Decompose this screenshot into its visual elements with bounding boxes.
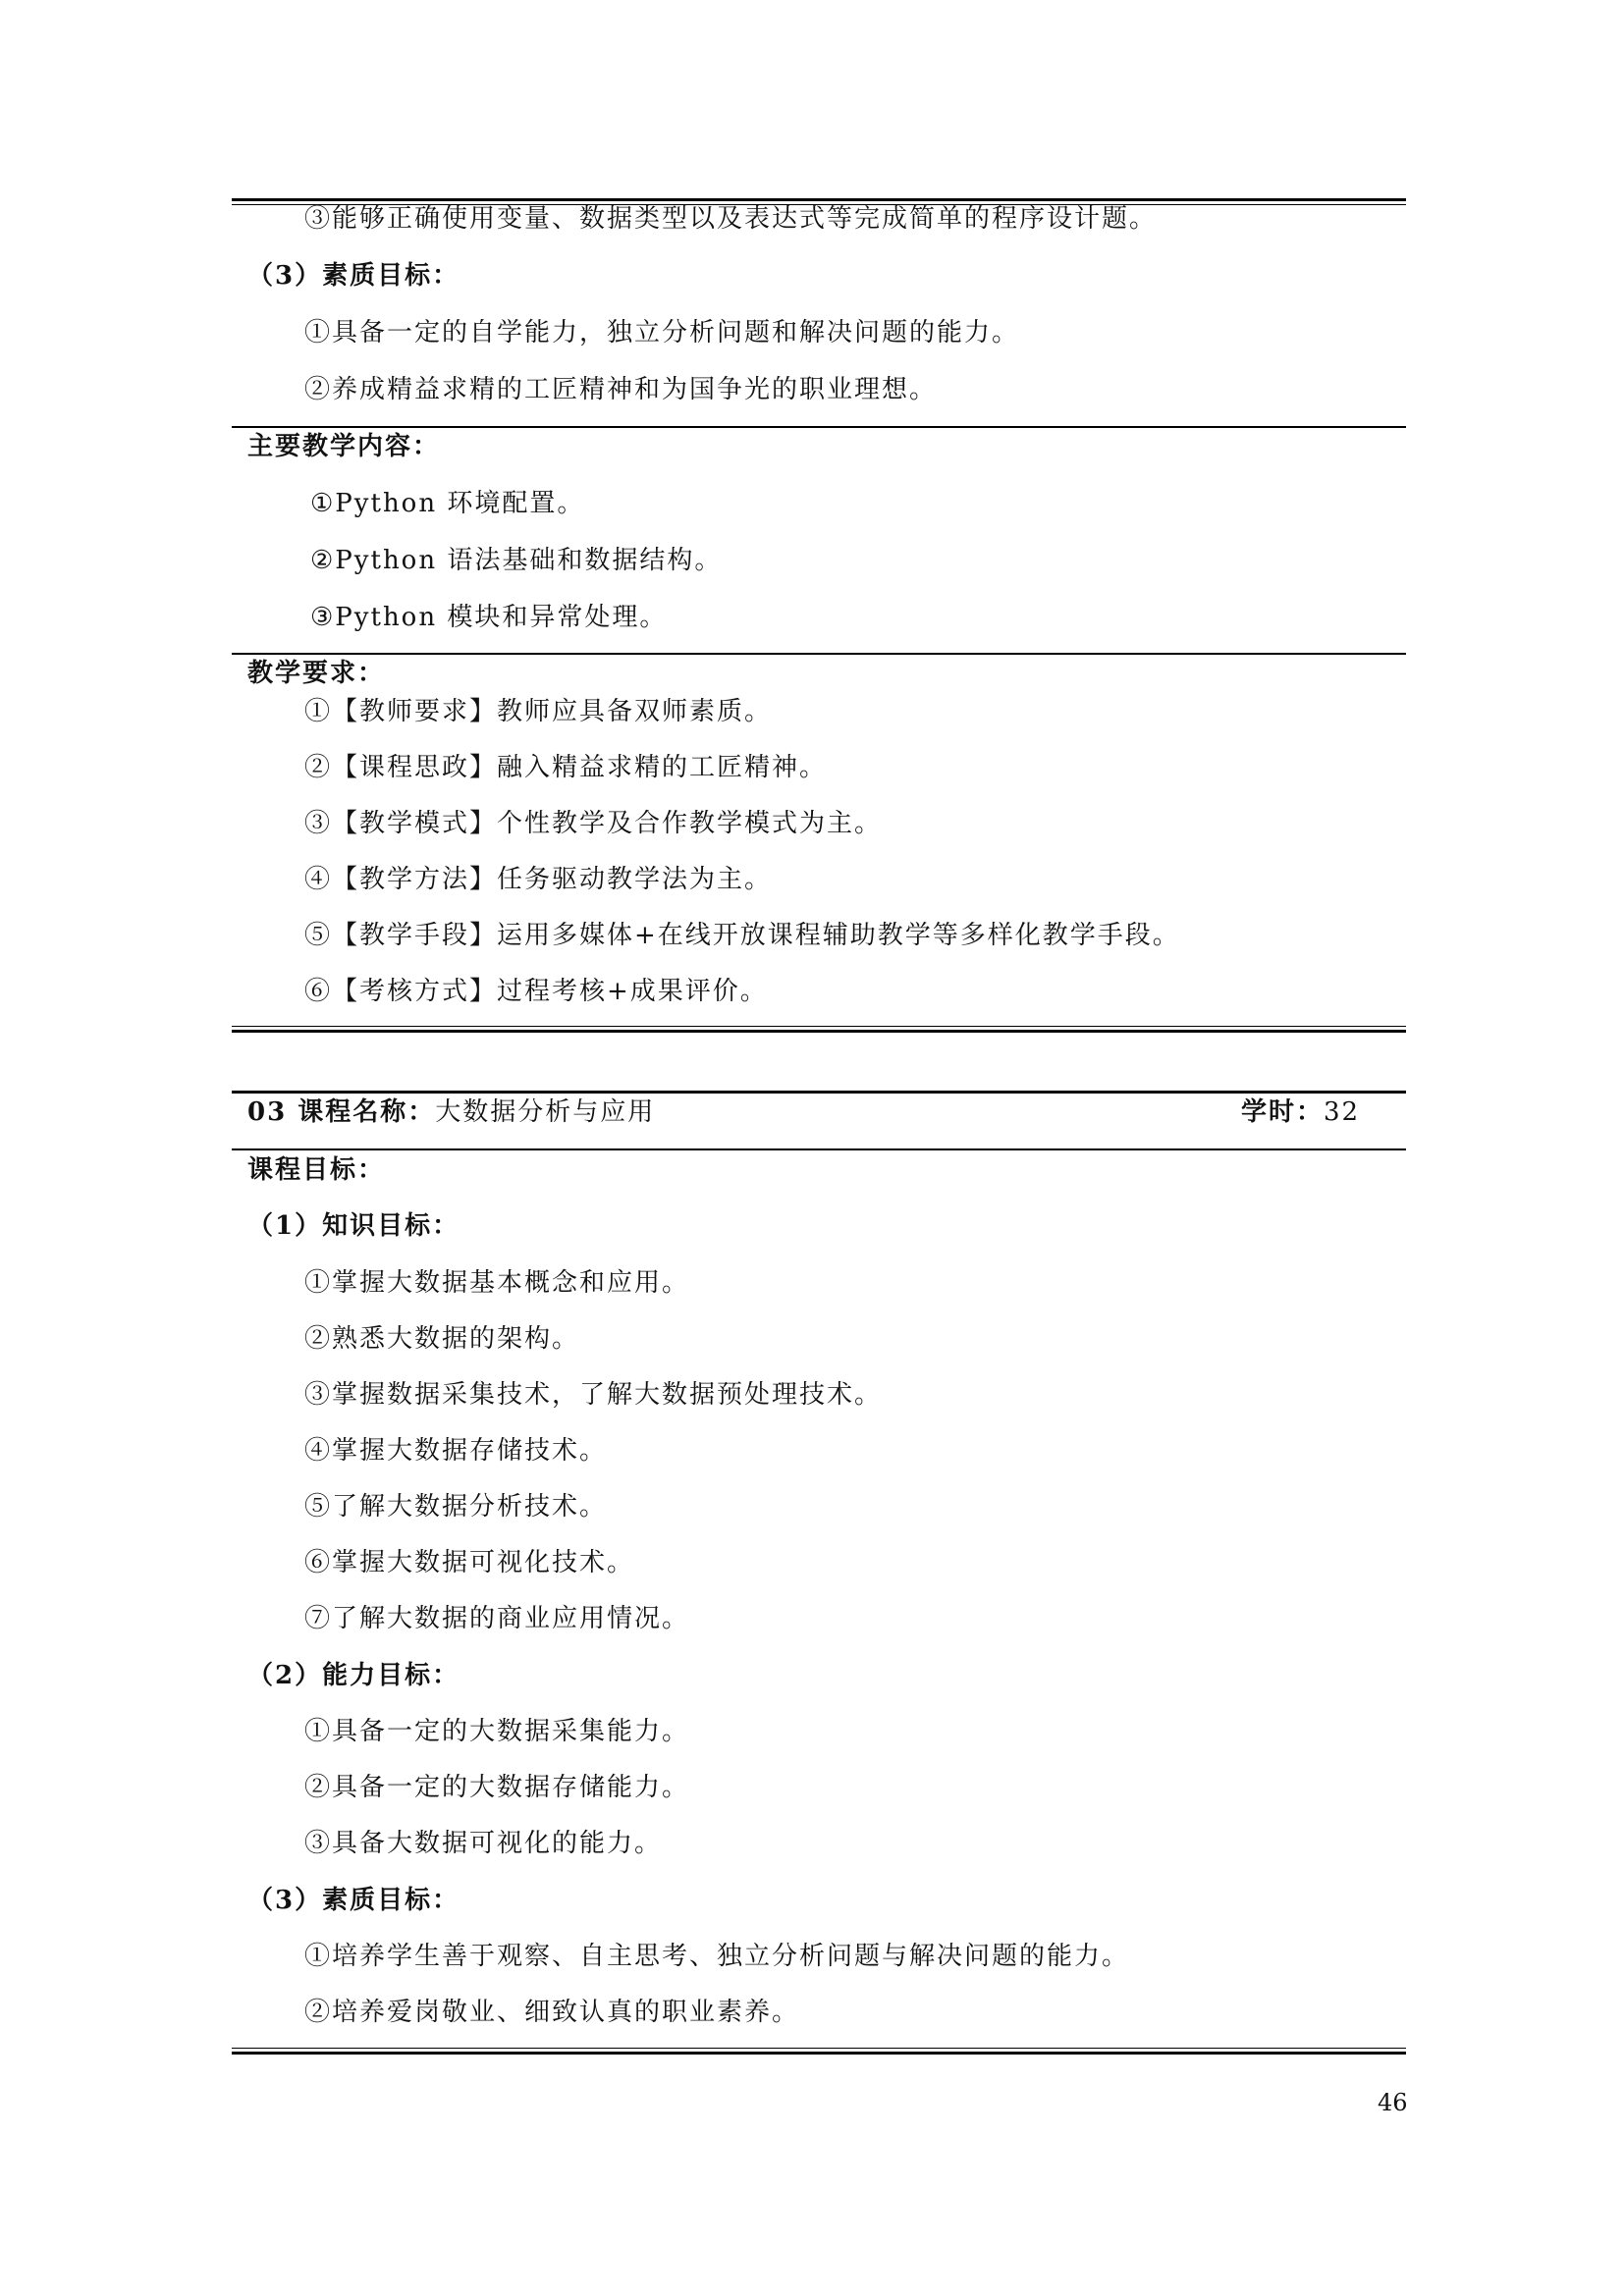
row-divider: [232, 426, 1406, 428]
quality-heading: （3）素质目标：: [247, 261, 460, 291]
knowledge-item: ③掌握数据采集技术，了解大数据预处理技术。: [304, 1380, 883, 1410]
requirement-item: ①【教师要求】教师应具备双师素质。: [304, 697, 773, 726]
knowledge-heading: （1）知识目标：: [247, 1211, 460, 1241]
quality-item: ①具备一定的自学能力，独立分析问题和解决问题的能力。: [304, 318, 1020, 347]
goals-heading: 课程目标：: [247, 1155, 386, 1185]
requirement-item: ⑥【考核方式】过程考核+成果评价。: [304, 977, 768, 1006]
course-hours-value: 32: [1324, 1097, 1361, 1127]
knowledge-item: ①掌握大数据基本概念和应用。: [304, 1268, 690, 1298]
requirement-item: ③【教学模式】个性教学及合作教学模式为主。: [304, 809, 883, 838]
requirements-heading: 教学要求：: [247, 659, 386, 688]
knowledge-item: ⑥掌握大数据可视化技术。: [304, 1548, 635, 1577]
table-top-border: [232, 1091, 1406, 1094]
quality-heading: （3）素质目标：: [247, 1886, 460, 1915]
requirement-item: ④【教学方法】任务驱动教学法为主。: [304, 865, 773, 894]
quality-item: ①培养学生善于观察、自主思考、独立分析问题与解决问题的能力。: [304, 1942, 1130, 1971]
quality-item: ②养成精益求精的工匠精神和为国争光的职业理想。: [304, 375, 938, 404]
row-divider: [232, 653, 1406, 655]
quality-item: ②培养爱岗敬业、细致认真的职业素养。: [304, 1998, 800, 2027]
table-bottom-border: [232, 1026, 1406, 1033]
course-name-label: 03 课程名称：: [247, 1097, 436, 1127]
course-hours: [1241, 1097, 1360, 1127]
content-item: ③Python 模块和异常处理。: [310, 603, 668, 632]
content-item: ①Python 环境配置。: [310, 489, 585, 518]
knowledge-item: ⑦了解大数据的商业应用情况。: [304, 1604, 690, 1633]
course-hours-label: 学时：: [1241, 1097, 1325, 1127]
knowledge-item: ⑤了解大数据分析技术。: [304, 1492, 608, 1522]
requirement-item: ⑤【教学手段】运用多媒体+在线开放课程辅助教学等多样化教学手段。: [304, 921, 1180, 950]
ability-heading: （2）能力目标：: [247, 1661, 460, 1690]
course-name-row: [247, 1097, 655, 1127]
content-heading: 主要教学内容：: [247, 432, 441, 461]
ability-item: ③能够正确使用变量、数据类型以及表达式等完成简单的程序设计题。: [304, 204, 1158, 234]
table-bottom-border: [232, 2048, 1406, 2055]
ability-item: ②具备一定的大数据存储能力。: [304, 1773, 690, 1802]
course-name-value: 大数据分析与应用: [435, 1097, 656, 1127]
requirement-item: ②【课程思政】融入精益求精的工匠精神。: [304, 753, 828, 782]
ability-item: ①具备一定的大数据采集能力。: [304, 1717, 690, 1746]
content-item: ②Python 语法基础和数据结构。: [310, 546, 723, 575]
ability-item: ③具备大数据可视化的能力。: [304, 1829, 663, 1858]
page-number: 46: [1378, 2089, 1408, 2116]
row-divider: [232, 1148, 1406, 1150]
knowledge-item: ④掌握大数据存储技术。: [304, 1436, 608, 1466]
knowledge-item: ②熟悉大数据的架构。: [304, 1324, 580, 1354]
